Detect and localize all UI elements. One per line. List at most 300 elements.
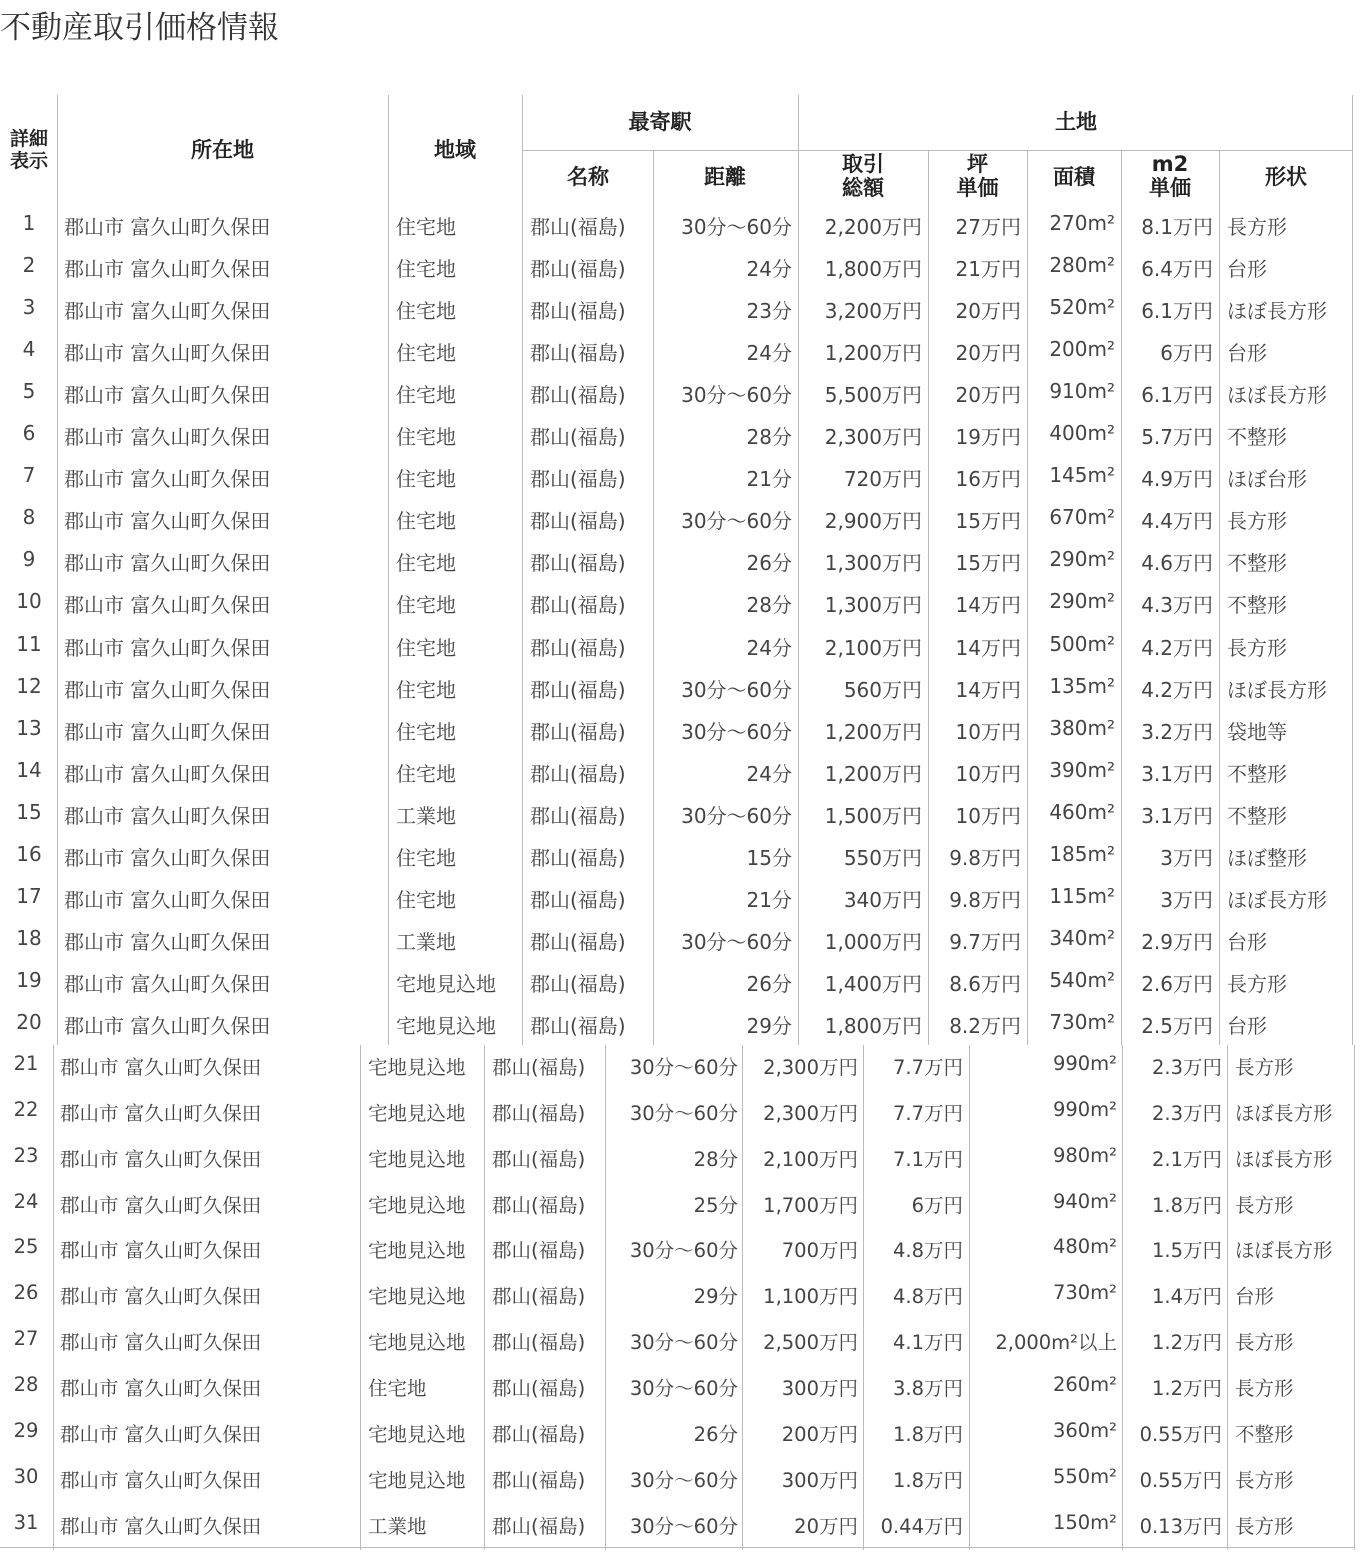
row-number[interactable]: 30 [13,1464,39,1488]
area-cell: 940m² [1052,1189,1117,1213]
distance-cell: 26分 [746,551,792,576]
shape-cell: 台形 [1227,257,1267,282]
divider [360,1045,361,1550]
header-m2-price: m2 単価 [1149,152,1191,200]
total-price-cell: 2,300万円 [763,1056,858,1079]
divider [742,1045,743,1550]
station-cell: 郡山(福島) [530,215,626,239]
distance-cell: 30分～60分 [681,677,792,702]
distance-cell: 30分～60分 [629,1468,738,1492]
region-cell: 住宅地 [396,467,456,492]
divider [1352,95,1353,1045]
m2-price-cell: 3.1万円 [1141,803,1213,828]
m2-price-cell: 0.55万円 [1139,1468,1222,1492]
total-price-cell: 2,300万円 [824,425,922,450]
distance-cell: 30分～60分 [629,1239,738,1263]
divider [522,150,1352,151]
m2-price-cell: 6万円 [1160,341,1213,366]
header-tsubo-price: 坪 単価 [956,152,999,200]
shape-cell: ほぼ長方形 [1227,299,1327,324]
area-cell: 135m² [1049,673,1115,698]
location-cell: 郡山市 富久山町久保田 [64,761,271,786]
shape-cell: 台形 [1235,1285,1275,1309]
shape-cell: 不整形 [1235,1422,1294,1446]
area-cell: 270m² [1049,211,1115,235]
location-cell: 郡山市 富久山町久保田 [60,1376,262,1400]
m2-price-cell: 2.3万円 [1151,1056,1222,1079]
header-distance: 距離 [704,165,746,189]
tsubo-price-cell: 7.7万円 [892,1056,963,1079]
region-cell: 住宅地 [396,509,456,534]
distance-cell: 30分～60分 [681,509,792,534]
distance-cell: 30分～60分 [629,1331,738,1355]
header-nearest-station: 最寄駅 [628,110,692,134]
station-cell: 郡山(福島) [492,1422,586,1446]
total-price-cell: 300万円 [781,1468,858,1492]
region-cell: 住宅地 [396,719,456,744]
shape-cell: 長方形 [1227,509,1287,534]
row-number[interactable]: 7 [22,463,36,488]
area-cell: 290m² [1049,589,1115,614]
shape-cell: ほぼ長方形 [1235,1101,1333,1125]
row-number[interactable]: 18 [16,925,42,950]
location-cell: 郡山市 富久山町久保田 [64,971,271,996]
divider [653,150,654,1045]
tsubo-price-cell: 9.8万円 [949,845,1021,870]
row-number[interactable]: 28 [13,1372,39,1396]
region-cell: 工業地 [368,1514,427,1538]
total-price-cell: 1,500万円 [824,803,922,828]
shape-cell: ほぼ長方形 [1235,1147,1333,1171]
station-cell: 郡山(福島) [492,1193,586,1217]
total-price-cell: 2,200万円 [824,215,922,239]
region-cell: 住宅地 [396,593,456,618]
location-cell: 郡山市 富久山町久保田 [64,929,271,954]
m2-price-cell: 1.2万円 [1151,1376,1222,1400]
row-number[interactable]: 5 [22,379,36,404]
tsubo-price-cell: 0.44万円 [880,1514,963,1538]
m2-price-cell: 0.55万円 [1139,1422,1222,1446]
tsubo-price-cell: 15万円 [955,551,1021,576]
row-number[interactable]: 6 [22,421,36,446]
station-cell: 郡山(福島) [492,1147,586,1171]
row-number[interactable]: 19 [16,967,42,992]
tsubo-price-cell: 10万円 [955,719,1021,744]
m2-price-cell: 1.8万円 [1151,1193,1222,1217]
region-cell: 宅地見込地 [368,1468,466,1492]
divider [57,95,58,1045]
location-cell: 郡山市 富久山町久保田 [60,1331,262,1355]
row-number[interactable]: 2 [22,253,36,278]
divider [1219,150,1220,1045]
station-cell: 郡山(福島) [530,467,626,492]
tsubo-price-cell: 7.1万円 [892,1147,963,1171]
area-cell: 670m² [1049,505,1115,530]
station-cell: 郡山(福島) [492,1101,586,1125]
row-number[interactable]: 26 [13,1281,39,1305]
station-cell: 郡山(福島) [492,1376,586,1400]
row-number[interactable]: 27 [13,1327,39,1351]
location-cell: 郡山市 富久山町久保田 [64,551,271,576]
tsubo-price-cell: 20万円 [955,341,1021,366]
location-cell: 郡山市 富久山町久保田 [60,1147,262,1171]
total-price-cell: 2,100万円 [763,1147,858,1171]
location-cell: 郡山市 富久山町久保田 [64,719,271,744]
distance-cell: 30分～60分 [629,1101,738,1125]
location-cell: 郡山市 富久山町久保田 [64,467,271,492]
m2-price-cell: 1.2万円 [1151,1331,1222,1355]
shape-cell: ほぼ長方形 [1227,677,1327,702]
location-cell: 郡山市 富久山町久保田 [64,845,271,870]
distance-cell: 21分 [746,887,792,912]
total-price-cell: 1,200万円 [824,341,922,366]
station-cell: 郡山(福島) [492,1331,586,1355]
area-cell: 390m² [1049,757,1115,782]
row-number[interactable]: 11 [16,631,42,656]
distance-cell: 25分 [693,1193,738,1217]
tsubo-price-cell: 20万円 [955,383,1021,408]
row-number[interactable]: 15 [16,799,42,824]
region-cell: 住宅地 [396,845,456,870]
region-cell: 宅地見込地 [396,971,496,996]
area-cell: 990m² [1052,1052,1117,1075]
total-price-cell: 2,500万円 [763,1331,858,1355]
area-cell: 2,000m²以上 [995,1331,1117,1355]
region-cell: 宅地見込地 [368,1101,466,1125]
total-price-cell: 550万円 [843,845,922,870]
area-cell: 460m² [1049,799,1115,824]
region-cell: 宅地見込地 [396,1013,496,1038]
distance-cell: 28分 [693,1147,738,1171]
total-price-cell: 560万円 [843,677,922,702]
shape-cell: 不整形 [1227,803,1287,828]
shape-cell: 袋地等 [1227,719,1287,744]
shape-cell: 長方形 [1235,1376,1294,1400]
shape-cell: 台形 [1227,341,1267,366]
divider [1027,150,1028,1045]
region-cell: 住宅地 [396,215,456,239]
header-station-name: 名称 [567,165,609,189]
station-cell: 郡山(福島) [492,1285,586,1309]
shape-cell: ほぼ台形 [1227,467,1307,492]
m2-price-cell: 6.1万円 [1141,383,1213,408]
area-cell: 910m² [1049,379,1115,404]
location-cell: 郡山市 富久山町久保田 [64,635,271,660]
area-cell: 185m² [1049,841,1115,866]
location-cell: 郡山市 富久山町久保田 [64,299,271,324]
location-cell: 郡山市 富久山町久保田 [64,257,271,282]
region-cell: 住宅地 [396,887,456,912]
station-cell: 郡山(福島) [492,1056,586,1079]
location-cell: 郡山市 富久山町久保田 [64,383,271,408]
total-price-cell: 300万円 [781,1376,858,1400]
row-number[interactable]: 8 [22,505,36,530]
area-cell: 340m² [1049,925,1115,950]
total-price-cell: 5,500万円 [824,383,922,408]
location-cell: 郡山市 富久山町久保田 [60,1056,262,1079]
distance-cell: 29分 [746,1013,792,1038]
tsubo-price-cell: 3.8万円 [892,1376,963,1400]
location-cell: 郡山市 富久山町久保田 [64,887,271,912]
m2-price-cell: 3.1万円 [1141,761,1213,786]
station-cell: 郡山(福島) [530,509,626,534]
location-cell: 郡山市 富久山町久保田 [64,677,271,702]
region-cell: 住宅地 [396,677,456,702]
row-number[interactable]: 12 [16,673,42,698]
region-cell: 住宅地 [396,551,456,576]
header-location: 所在地 [191,138,254,162]
row-number[interactable]: 25 [13,1235,39,1259]
divider [1354,1045,1355,1550]
divider [1227,1045,1228,1550]
location-cell: 郡山市 富久山町久保田 [64,1013,271,1038]
m2-price-cell: 3万円 [1160,887,1213,912]
m2-price-cell: 4.2万円 [1141,635,1213,660]
tsubo-price-cell: 19万円 [955,425,1021,450]
header-land: 土地 [1055,110,1097,134]
total-price-cell: 200万円 [781,1422,858,1446]
distance-cell: 26分 [746,971,792,996]
tsubo-price-cell: 14万円 [955,677,1021,702]
region-cell: 宅地見込地 [368,1285,466,1309]
area-cell: 280m² [1049,253,1115,278]
distance-cell: 24分 [746,761,792,786]
station-cell: 郡山(福島) [530,299,626,324]
area-cell: 730m² [1052,1281,1117,1305]
tsubo-price-cell: 10万円 [955,761,1021,786]
tsubo-price-cell: 6万円 [911,1193,963,1217]
station-cell: 郡山(福島) [530,341,626,366]
location-cell: 郡山市 富久山町久保田 [60,1514,262,1538]
shape-cell: 長方形 [1235,1331,1294,1355]
row-number[interactable]: 13 [16,715,42,740]
total-price-cell: 1,400万円 [824,971,922,996]
tsubo-price-cell: 21万円 [955,257,1021,282]
shape-cell: 不整形 [1227,761,1287,786]
station-cell: 郡山(福島) [530,635,626,660]
region-cell: 住宅地 [396,761,456,786]
station-cell: 郡山(福島) [492,1514,586,1538]
row-number[interactable]: 16 [16,841,42,866]
shape-cell: ほぼ長方形 [1227,887,1327,912]
row-number[interactable]: 23 [13,1143,39,1167]
distance-cell: 24分 [746,635,792,660]
shape-cell: 長方形 [1235,1514,1294,1538]
area-cell: 290m² [1049,547,1115,572]
m2-price-cell: 4.4万円 [1141,509,1213,534]
tsubo-price-cell: 1.8万円 [892,1422,963,1446]
area-cell: 115m² [1049,883,1115,908]
header-area: 面積 [1053,165,1095,189]
station-cell: 郡山(福島) [530,383,626,408]
area-cell: 260m² [1052,1372,1117,1396]
area-cell: 990m² [1052,1097,1117,1121]
header-shape: 形状 [1265,165,1307,189]
tsubo-price-cell: 9.7万円 [949,929,1021,954]
tsubo-price-cell: 15万円 [955,509,1021,534]
distance-cell: 21分 [746,467,792,492]
m2-price-cell: 6.1万円 [1141,299,1213,324]
area-cell: 540m² [1049,967,1115,992]
tsubo-price-cell: 8.6万円 [949,971,1021,996]
region-cell: 宅地見込地 [368,1239,466,1263]
location-cell: 郡山市 富久山町久保田 [60,1239,262,1263]
station-cell: 郡山(福島) [530,971,626,996]
row-number[interactable]: 31 [13,1510,39,1534]
m2-price-cell: 0.13万円 [1139,1514,1222,1538]
total-price-cell: 1,200万円 [824,761,922,786]
region-cell: 宅地見込地 [368,1193,466,1217]
m2-price-cell: 1.4万円 [1151,1285,1222,1309]
distance-cell: 26分 [693,1422,738,1446]
station-cell: 郡山(福島) [492,1239,586,1263]
tsubo-price-cell: 4.1万円 [892,1331,963,1355]
m2-price-cell: 3.2万円 [1141,719,1213,744]
shape-cell: ほぼ長方形 [1235,1239,1333,1263]
area-cell: 360m² [1052,1418,1117,1442]
station-cell: 郡山(福島) [530,761,626,786]
row-number[interactable]: 4 [22,337,36,362]
area-cell: 520m² [1049,295,1115,320]
row-number[interactable]: 20 [16,1009,42,1034]
distance-cell: 30分～60分 [629,1376,738,1400]
tsubo-price-cell: 1.8万円 [892,1468,963,1492]
shape-cell: 台形 [1227,929,1267,954]
station-cell: 郡山(福島) [492,1468,586,1492]
total-price-cell: 340万円 [843,887,922,912]
total-price-cell: 20万円 [794,1514,858,1538]
m2-price-cell: 4.9万円 [1141,467,1213,492]
station-cell: 郡山(福島) [530,845,626,870]
area-cell: 145m² [1049,463,1115,488]
region-cell: 住宅地 [396,635,456,660]
distance-cell: 30分～60分 [681,803,792,828]
shape-cell: 長方形 [1235,1468,1294,1492]
divider [863,1045,864,1550]
distance-cell: 28分 [746,593,792,618]
station-cell: 郡山(福島) [530,803,626,828]
distance-cell: 30分～60分 [681,719,792,744]
divider [0,1547,1354,1548]
row-number[interactable]: 1 [22,211,36,235]
location-cell: 郡山市 富久山町久保田 [64,341,271,366]
region-cell: 住宅地 [368,1376,427,1400]
location-cell: 郡山市 富久山町久保田 [64,593,271,618]
total-price-cell: 1,300万円 [824,551,922,576]
row-number[interactable]: 21 [13,1052,39,1075]
station-cell: 郡山(福島) [530,1013,626,1038]
shape-cell: ほぼ整形 [1227,845,1307,870]
region-cell: 住宅地 [396,341,456,366]
m2-price-cell: 5.7万円 [1141,425,1213,450]
area-cell: 380m² [1049,715,1115,740]
header-total-price: 取引 総額 [842,152,884,200]
shape-cell: 不整形 [1227,425,1287,450]
divider [928,150,929,1045]
area-cell: 550m² [1052,1464,1117,1488]
shape-cell: 長方形 [1227,971,1287,996]
row-number[interactable]: 14 [16,757,42,782]
row-number[interactable]: 17 [16,883,42,908]
tsubo-price-cell: 8.2万円 [949,1013,1021,1038]
total-price-cell: 1,700万円 [763,1193,858,1217]
region-cell: 宅地見込地 [368,1331,466,1355]
tsubo-price-cell: 16万円 [955,467,1021,492]
header-detail: 詳細 表示 [9,128,48,172]
divider [1121,150,1122,1045]
tsubo-price-cell: 4.8万円 [892,1285,963,1309]
distance-cell: 30分～60分 [681,383,792,408]
tsubo-price-cell: 20万円 [955,299,1021,324]
total-price-cell: 1,000万円 [824,929,922,954]
location-cell: 郡山市 富久山町久保田 [60,1422,262,1446]
row-number[interactable]: 24 [13,1189,39,1213]
shape-cell: 長方形 [1227,215,1287,239]
m2-price-cell: 2.1万円 [1151,1147,1222,1171]
m2-price-cell: 3万円 [1160,845,1213,870]
m2-price-cell: 4.3万円 [1141,593,1213,618]
tsubo-price-cell: 7.7万円 [892,1101,963,1125]
area-cell: 480m² [1052,1235,1117,1259]
divider [605,1045,606,1550]
row-number[interactable]: 3 [22,295,36,320]
station-cell: 郡山(福島) [530,929,626,954]
divider [1122,1045,1123,1550]
total-price-cell: 1,800万円 [824,257,922,282]
tsubo-price-cell: 4.8万円 [892,1239,963,1263]
total-price-cell: 2,100万円 [824,635,922,660]
m2-price-cell: 4.6万円 [1141,551,1213,576]
area-cell: 500m² [1049,631,1115,656]
station-cell: 郡山(福島) [530,257,626,282]
location-cell: 郡山市 富久山町久保田 [64,803,271,828]
shape-cell: 不整形 [1227,551,1287,576]
m2-price-cell: 8.1万円 [1141,215,1213,239]
location-cell: 郡山市 富久山町久保田 [64,215,271,239]
row-number[interactable]: 10 [16,589,42,614]
divider [53,1045,54,1550]
region-cell: 住宅地 [396,257,456,282]
shape-cell: 長方形 [1227,635,1287,660]
total-price-cell: 2,300万円 [763,1101,858,1125]
area-cell: 730m² [1049,1009,1115,1034]
row-number[interactable]: 22 [13,1097,39,1121]
location-cell: 郡山市 富久山町久保田 [60,1468,262,1492]
station-cell: 郡山(福島) [530,551,626,576]
shape-cell: 不整形 [1227,593,1287,618]
distance-cell: 28分 [746,425,792,450]
distance-cell: 30分～60分 [629,1056,738,1079]
location-cell: 郡山市 富久山町久保田 [60,1193,262,1217]
distance-cell: 24分 [746,341,792,366]
divider [969,1045,970,1550]
m2-price-cell: 2.9万円 [1141,929,1213,954]
distance-cell: 30分～60分 [681,215,792,239]
header-region: 地域 [434,138,476,162]
total-price-cell: 1,800万円 [824,1013,922,1038]
m2-price-cell: 2.5万円 [1141,1013,1213,1038]
divider [484,1045,485,1550]
row-number[interactable]: 29 [13,1418,39,1442]
region-cell: 住宅地 [396,383,456,408]
region-cell: 宅地見込地 [368,1056,466,1079]
m2-price-cell: 2.3万円 [1151,1101,1222,1125]
tsubo-price-cell: 14万円 [955,593,1021,618]
row-number[interactable]: 9 [22,547,36,572]
station-cell: 郡山(福島) [530,425,626,450]
shape-cell: ほぼ長方形 [1227,383,1327,408]
distance-cell: 30分～60分 [629,1514,738,1538]
